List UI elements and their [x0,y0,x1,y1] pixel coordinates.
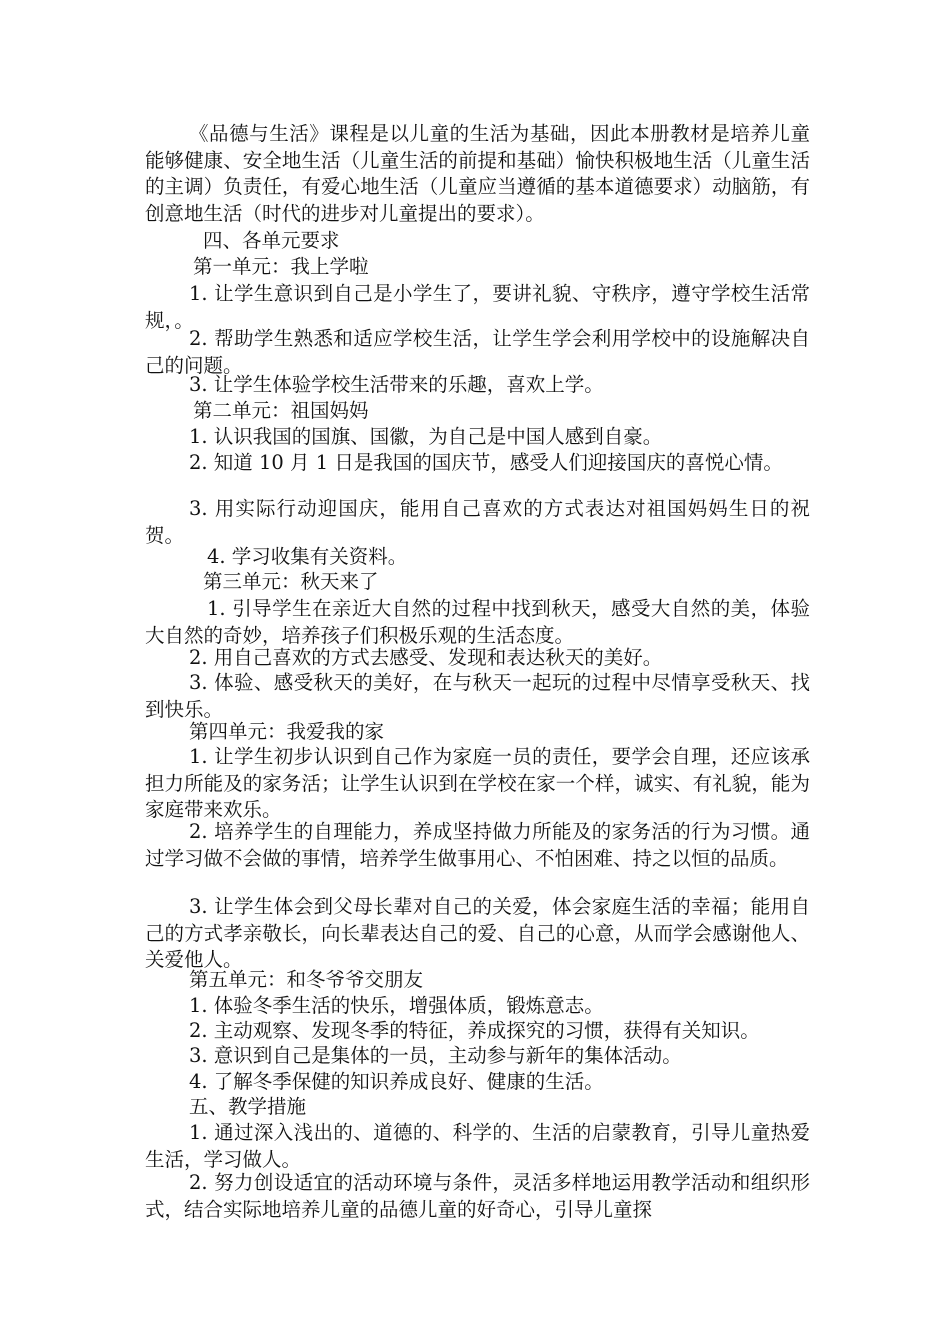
unit-5-item-4: 4. 了解冬季保健的知识养成良好、健康的生活。 [189,1070,604,1093]
unit-4-item-2: 2. 培养学生的自理能力，养成坚持做力所能及的家务活的行为习惯。通过学习做不会做的事情，培养学生做事用心、不怕困难、持之以恒的品质。 [145,820,810,870]
unit-2-item-4: 4. 学习收集有关资料。 [207,545,408,568]
unit-1-item-3: 3. 让学生体验学校生活带来的乐趣，喜欢上学。 [189,373,604,396]
measure-item-1: 1. 通过深入浅出的、道德的、科学的、生活的启蒙教育，引导儿童热爱生活，学习做人。 [145,1121,810,1171]
unit-4-item-3: 3. 让学生体会到父母长辈对自己的关爱，体会家庭生活的幸福；能用自己的方式孝亲敬长，向长辈表达自己的爱、自己的心意，从而学会感谢他人、关爱他人。 [145,895,810,971]
section-heading-teaching-measures: 五、教学措施 [189,1095,307,1118]
intro-paragraph: 《品德与生活》课程是以儿童的生活为基础，因此本册教材是培养儿童能够健康、安全地生活（儿童生活的前提和基础）愉快积极地生活（儿童生活的主调）负责任，有爱心地生活（儿童应当遵循的基本道德要求）动脑筋，有创意地生活（时代的进步对儿童提出的要求）。 [145,122,810,225]
unit-2-heading: 第二单元：祖国妈妈 [193,399,369,422]
unit-5-item-3: 3. 意识到自己是集体的一员，主动参与新年的集体活动。 [189,1044,682,1067]
unit-4-heading: 第四单元：我爱我的家 [189,720,385,743]
unit-5-item-2: 2. 主动观察、发现冬季的特征，养成探究的习惯，获得有关知识。 [189,1019,760,1042]
unit-3-item-2: 2. 用自己喜欢的方式去感受、发现和表达秋天的美好。 [189,646,663,669]
unit-1-item-1: 1. 让学生意识到自己是小学生了，要讲礼貌、守秩序，遵守学校生活常规，。 [145,282,810,332]
unit-2-item-3: 3. 用实际行动迎国庆，能用自己喜欢的方式表达对祖国妈妈生日的祝贺。 [145,497,810,547]
unit-5-item-1: 1. 体验冬季生活的快乐，增强体质，锻炼意志。 [189,994,604,1017]
unit-1-heading: 第一单元：我上学啦 [193,255,369,278]
unit-3-heading: 第三单元：秋天来了 [203,570,379,593]
unit-4-item-1: 1. 让学生初步认识到自己作为家庭一员的责任，要学会自理，还应该承担力所能及的家务活；让学生认识到在学校在家一个样，诚实、有礼貌，能为家庭带来欢乐。 [145,745,810,821]
unit-1-item-2: 2. 帮助学生熟悉和适应学校生活，让学生学会利用学校中的设施解决自己的问题。 [145,327,810,377]
unit-3-item-3: 3. 体验、感受秋天的美好，在与秋天一起玩的过程中尽情享受秋天、找到快乐。 [145,671,810,721]
unit-5-heading: 第五单元：和冬爷爷交朋友 [189,968,424,991]
unit-2-item-2: 2. 知道 10 月 1 日是我国的国庆节，感受人们迎接国庆的喜悦心情。 [189,451,783,474]
unit-3-item-1: 1. 引导学生在亲近大自然的过程中找到秋天，感受大自然的美，体验大自然的奇妙，培养孩子们积极乐观的生活态度。 [145,597,810,647]
unit-2-item-1: 1. 认识我国的国旗、国徽，为自己是中国人感到自豪。 [189,425,663,448]
measure-item-2: 2. 努力创设适宜的活动环境与条件，灵活多样地运用教学活动和组织形式，结合实际地培养儿童的品德儿童的好奇心，引导儿童探 [145,1171,810,1221]
section-heading-unit-requirements: 四、各单元要求 [203,229,340,252]
